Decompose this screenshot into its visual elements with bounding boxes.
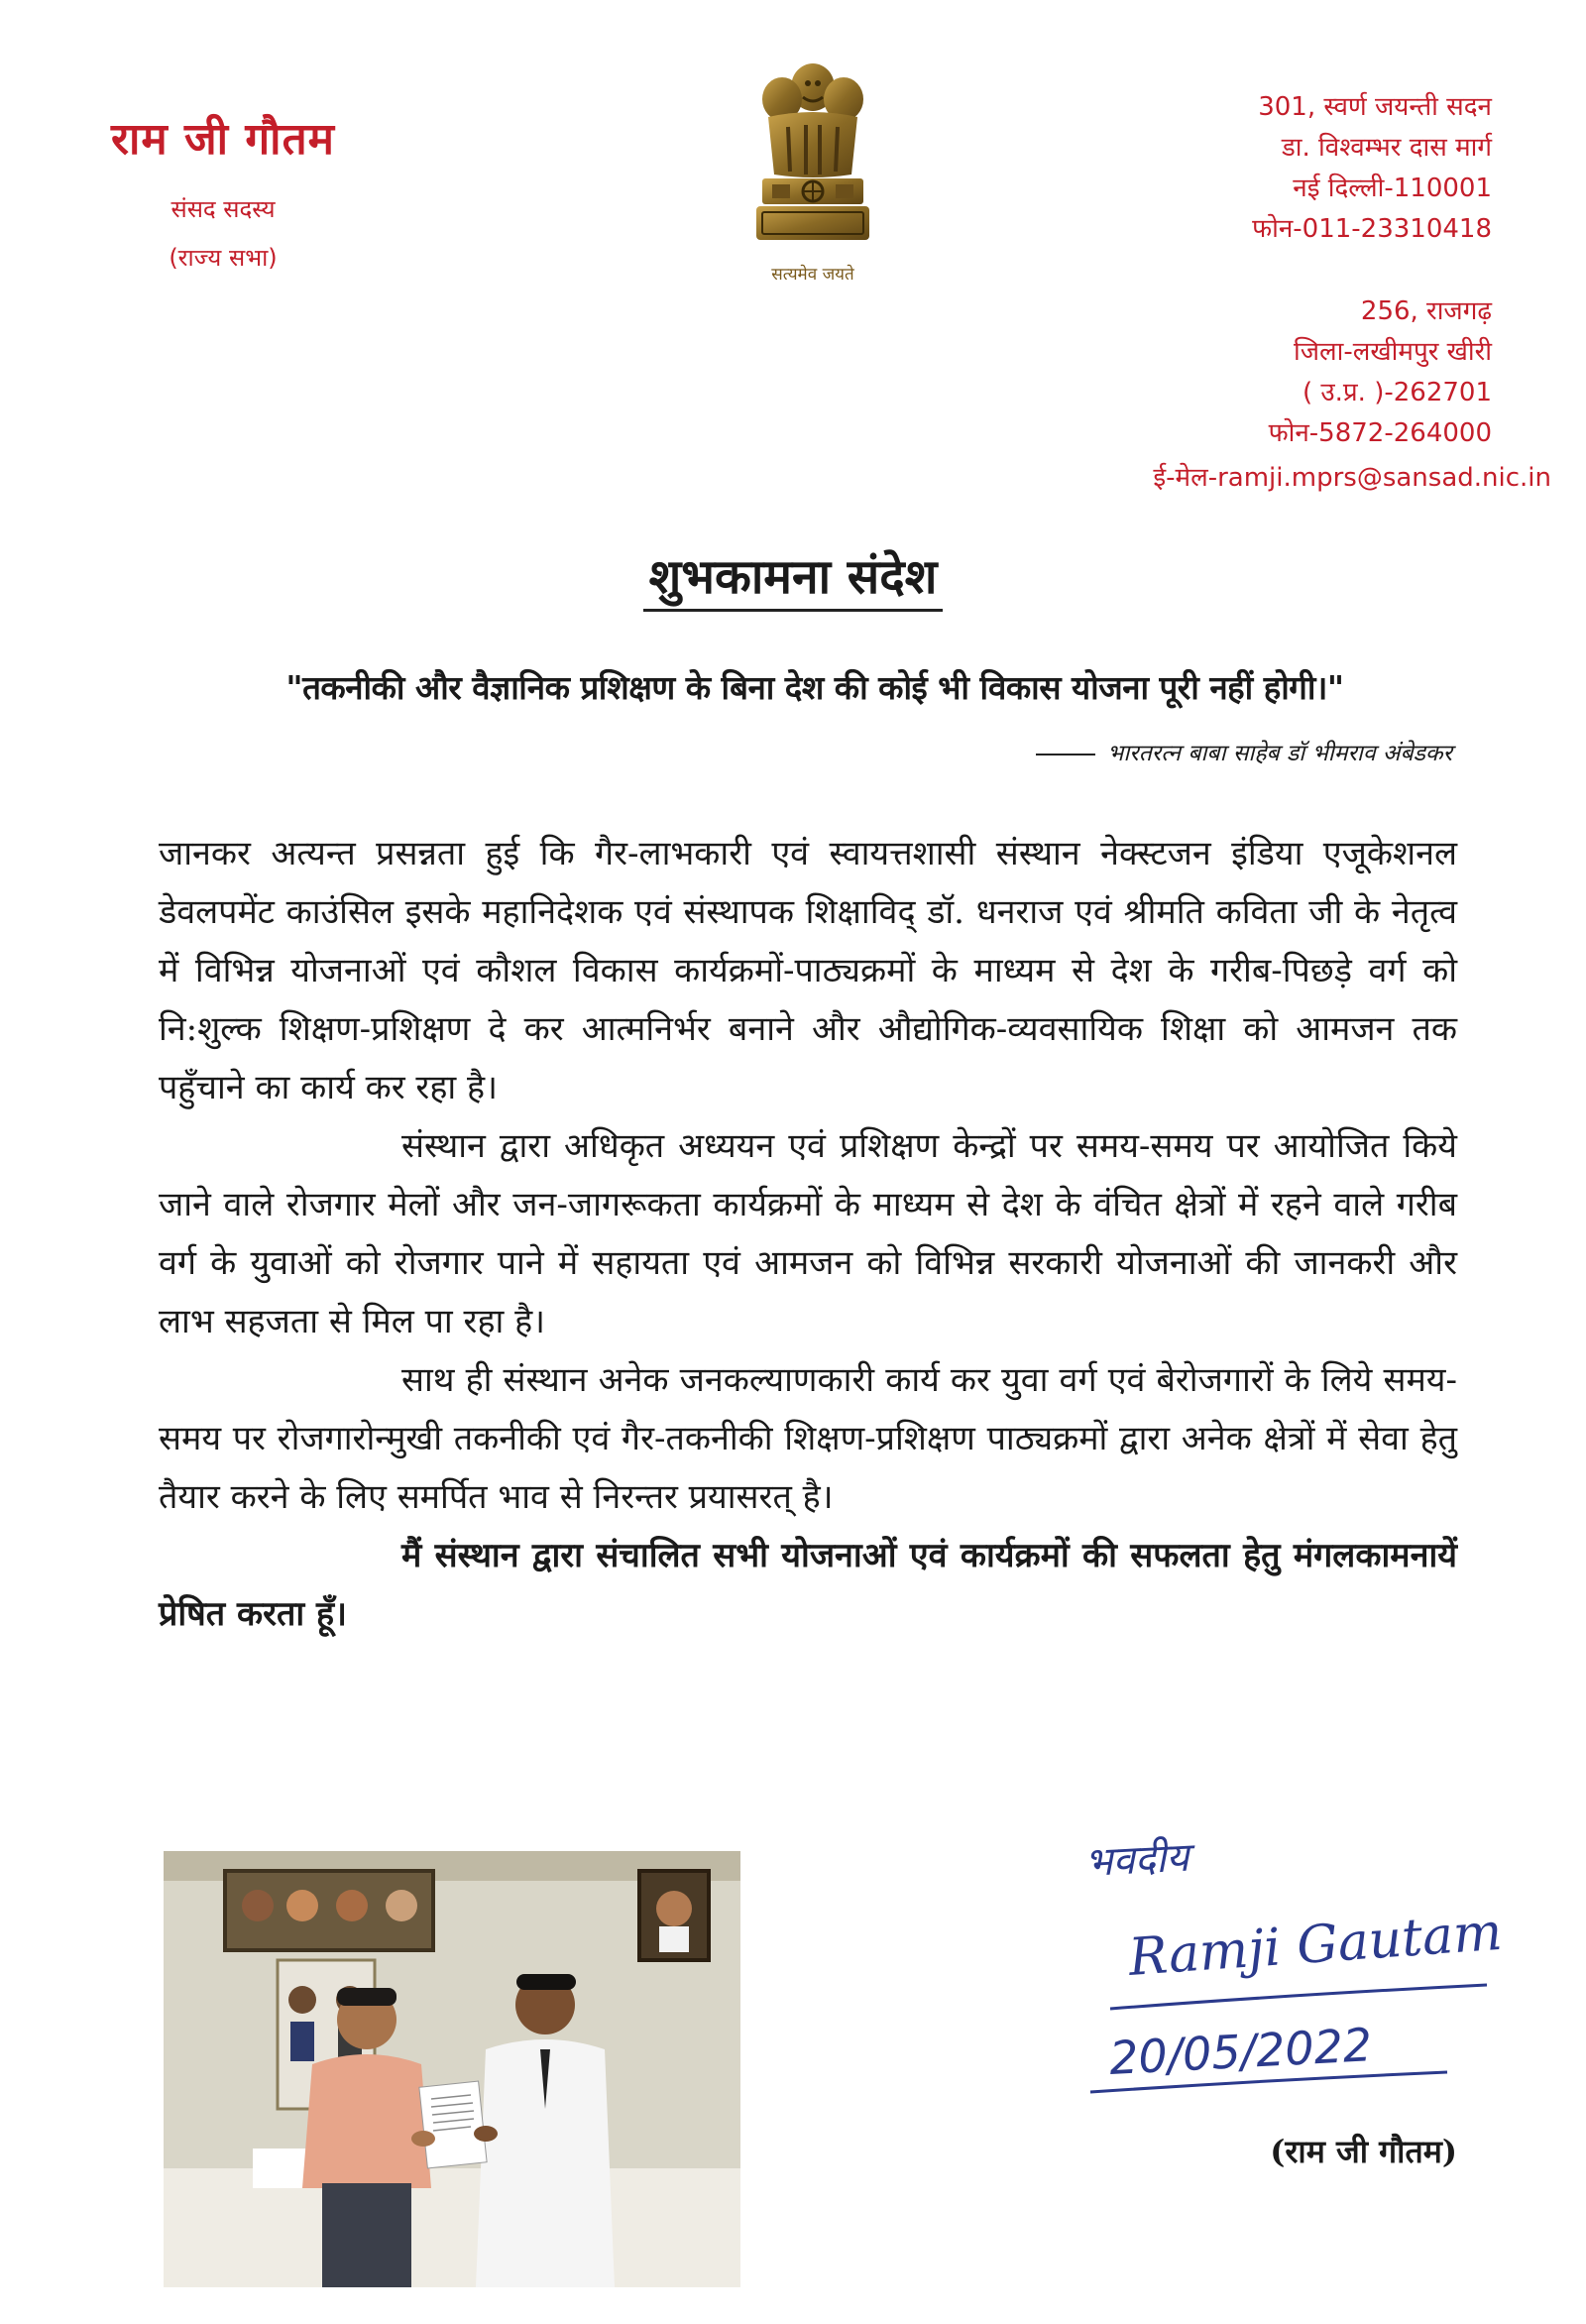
quote-author-name: भारतरत्न बाबा साहेब डॉ भीमराव अंबेडकर [1107,741,1452,766]
sender-house: (राज्य सभा) [169,244,278,272]
email-address: ई-मेल-ramji.mprs@sansad.nic.in [1153,463,1551,493]
phone-number: फोन-5872-264000 [1268,418,1492,448]
photo [164,1851,740,2287]
closing-paragraph: मैं संस्थान द्वारा संचालित सभी योजनाओं एवं कार्यक्रमों की सफलता हेतु मंगलकामनायें प्रेषित करता हूँ। [159,1536,1457,1634]
signature-underline [1110,1985,1487,2009]
address-line: जिला-लखीमपुर खीरी [1294,337,1492,367]
address-delhi [1016,87,1492,250]
national-emblem-icon [748,58,877,256]
address-line: 301, स्वर्ण जयन्ती सदन [1258,92,1492,122]
signature-salutation: भवदीय [1083,1834,1190,1886]
signatory-name: (राम जी गौतम) [1270,2133,1457,2170]
phone-number: फोन-011-23310418 [1252,214,1492,244]
message-title-text: शुभकामना संदेश [643,549,944,612]
emblem-motto: सत्यमेव जयते [771,265,854,285]
message-body [159,825,1457,1644]
sender-role: संसद सदस्य [170,195,276,223]
address-home [1016,291,1492,454]
address-line: डा. विश्वम्भर दास मार्ग [1281,133,1492,163]
sender-name: राम जी गौतम [111,114,335,165]
quote-author [1036,736,1452,767]
quote-dash [1036,754,1095,755]
body-paragraph: संस्थान द्वारा अधिकृत अध्ययन एवं प्रशिक्षण केन्द्रों पर समय-समय पर आयोजित किये जाने वाले रोजगार मेलों और जन-जागरूकता कार्यक्रमों के माध्यम से देश के वंचित क्षेत्रों में रहने वाले गरीब वर्ग के युवाओं को रोजगार पाने में सहायता एवं आमजन को विभिन्न सरकारी योजनाओं की जानकरी और लाभ सहजता से मिल पा रहा है। [159,1126,1457,1341]
signature-date: 20/05/2022 [1107,2018,1374,2085]
address-line: 256, राजगढ़ [1360,296,1492,326]
message-title [0,543,1586,608]
body-paragraph: साथ ही संस्थान अनेक जनकल्याणकारी कार्य कर युवा वर्ग एवं बेरोजगारों के लिये समय-समय पर रोजगारोन्मुखी तकनीकी एवं गैर-तकनीकी शिक्षण-प्रशिक्षण पाठ्यक्रमों द्वारा अनेक क्षेत्रों में सेवा हेतु तैयार करने के लिए समर्पित भाव से निरन्तर प्रयासरत् है। [159,1360,1457,1517]
emblem-block [719,58,907,285]
quote-text: "तकनीकी और वैज्ञानिक प्रशिक्षण के बिना देश की कोई भी विकास योजना पूरी नहीं होगी।" [285,668,1344,707]
signature [1071,1814,1527,2142]
address-line: नई दिल्ली-110001 [1293,174,1492,203]
photo-illustration [164,1851,740,2287]
address-line: ( उ.प्र. )-262701 [1302,378,1492,407]
body-paragraph: जानकर अत्यन्त प्रसन्नता हुई कि गैर-लाभकारी एवं स्वायत्तशासी संस्थान नेक्स्टजन इंडिया एजूकेशनल डेवलपमेंट काउंसिल इसके महानिदेशक एवं संस्थापक शिक्षाविद् डॉ. धनराज एवं श्रीमति कविता जी के नेतृत्व में विभिन्न योजनाओं एवं कौशल विकास कार्यक्रमों-पाठ्यक्रमों के माध्यम से देश के गरीब-पिछड़े वर्ग को नि:शुल्क शिक्षण-प्रशिक्षण दे कर आत्मनिर्भर बनाने और औद्योगिक-व्यवसायिक शिक्षा को आमजन तक पहुँचाने का कार्य कर रहा है। [159,834,1457,1107]
signature-handwritten-name: Ramji Gautam [1126,1902,1505,1988]
sender-block [59,107,387,274]
